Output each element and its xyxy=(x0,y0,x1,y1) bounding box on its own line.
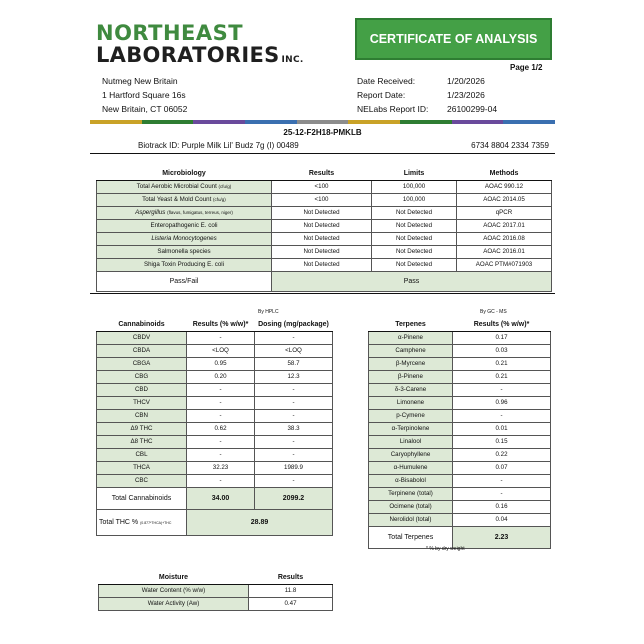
micro-result: <100 xyxy=(272,180,372,193)
moisture-header-results: Results xyxy=(249,571,333,584)
terpene-name: p-Cymene xyxy=(369,409,453,422)
client-address-line2: New Britain, CT 06052 xyxy=(102,104,188,114)
cannabinoid-result: - xyxy=(187,383,255,396)
terpene-name: α-Bisabolol xyxy=(369,474,453,487)
cannabinoid-name: CBL xyxy=(97,448,187,461)
moisture-table xyxy=(98,571,333,611)
pass-fail-label: Pass/Fail xyxy=(97,271,272,291)
total-cannabinoids-row xyxy=(97,487,333,509)
total-terpenes-value: 2.23 xyxy=(453,526,551,548)
table-row xyxy=(97,422,333,435)
micro-limit: Not Detected xyxy=(372,232,457,245)
terpene-name: β-Pinene xyxy=(369,370,453,383)
terpene-result: 0.03 xyxy=(453,344,551,357)
section-divider xyxy=(90,293,555,294)
table-row xyxy=(369,331,551,344)
moisture-header-name: Moisture xyxy=(99,571,249,584)
cannabinoid-name: CBGA xyxy=(97,357,187,370)
micro-result: Not Detected xyxy=(272,232,372,245)
table-row xyxy=(369,396,551,409)
terpene-result: - xyxy=(453,383,551,396)
micro-analyte xyxy=(97,206,272,219)
micro-method: AOAC 2016.08 xyxy=(457,232,552,245)
terpene-result: 0.17 xyxy=(453,331,551,344)
biotrack-row xyxy=(90,140,555,154)
cannabinoid-name: THCA xyxy=(97,461,187,474)
terpene-name: Nerolidol (total) xyxy=(369,513,453,526)
report-meta xyxy=(357,74,497,116)
micro-analyte: Listeria Monocytogenes xyxy=(97,232,272,245)
table-row xyxy=(97,474,333,487)
analyte-unit: (cfu/g) xyxy=(218,184,232,189)
cannabinoid-result: 0.95 xyxy=(187,357,255,370)
micro-limit: Not Detected xyxy=(372,258,457,271)
micro-result: Not Detected xyxy=(272,219,372,232)
cannabinoid-name: CBG xyxy=(97,370,187,383)
cannabinoid-dose: - xyxy=(255,409,333,422)
total-thc-label: Total THC % xyxy=(99,518,139,526)
table-row xyxy=(369,435,551,448)
table-row xyxy=(369,357,551,370)
terpene-name: Caryophyllene xyxy=(369,448,453,461)
color-band-segment xyxy=(142,120,194,124)
cannabinoid-dose: - xyxy=(255,331,333,344)
table-row xyxy=(369,383,551,396)
analyte-unit: (flavus, fumigatus, terreus, niger) xyxy=(167,210,233,215)
color-band-segment xyxy=(245,120,297,124)
table-row xyxy=(97,232,552,245)
micro-limit: 100,000 xyxy=(372,180,457,193)
page-number: Page 1/2 xyxy=(510,63,543,72)
cannabinoid-result: - xyxy=(187,331,255,344)
cannabinoid-result: 0.62 xyxy=(187,422,255,435)
table-row xyxy=(97,396,333,409)
document-title: CERTIFICATE OF ANALYSIS xyxy=(355,18,552,60)
color-band-segment xyxy=(193,120,245,124)
table-row xyxy=(97,331,333,344)
moisture-result: 11.8 xyxy=(249,584,333,597)
analyte-name: Aspergillus xyxy=(135,209,166,216)
micro-header-limits: Limits xyxy=(372,167,457,180)
cannabinoids-table xyxy=(96,318,333,536)
report-id-label: NELabs Report ID: xyxy=(357,104,429,114)
pass-fail-row xyxy=(97,271,552,291)
biotrack-code: 6734 8804 2334 7359 xyxy=(471,141,549,150)
micro-analyte: Salmonella species xyxy=(97,245,272,258)
micro-limit: 100,000 xyxy=(372,193,457,206)
cannabinoid-name: CBD xyxy=(97,383,187,396)
cannabinoid-name: THCV xyxy=(97,396,187,409)
color-band xyxy=(90,120,555,124)
client-address-line1: 1 Hartford Square 16s xyxy=(102,90,186,100)
lab-logo xyxy=(96,22,304,71)
cannabinoid-dose: 38.3 xyxy=(255,422,333,435)
table-row xyxy=(97,180,552,193)
analyte-unit: (cfu/g) xyxy=(213,197,226,202)
cannabinoid-name: Δ8 THC xyxy=(97,435,187,448)
micro-result: Not Detected xyxy=(272,258,372,271)
terpene-result: 0.96 xyxy=(453,396,551,409)
biotrack-id: Biotrack ID: Purple Milk Lil' Budz 7g (I) 00489 xyxy=(138,141,299,150)
micro-method: AOAC PTM#071903 xyxy=(457,258,552,271)
table-row xyxy=(369,487,551,500)
micro-header-name: Microbiology xyxy=(97,167,272,180)
cannabinoid-dose: - xyxy=(255,435,333,448)
micro-limit: Not Detected xyxy=(372,219,457,232)
micro-analyte xyxy=(97,180,272,193)
total-cannabinoids-label: Total Cannabinoids xyxy=(97,487,187,509)
logo-line2-text: LABORATORIES xyxy=(96,43,280,67)
terpene-name: α-Humulene xyxy=(369,461,453,474)
cannabinoid-result: - xyxy=(187,448,255,461)
total-terpenes-row xyxy=(369,526,551,548)
table-row xyxy=(97,245,552,258)
terpene-result: 0.22 xyxy=(453,448,551,461)
terp-header-results: Results (% w/w)* xyxy=(453,318,551,331)
cannabinoid-result: - xyxy=(187,435,255,448)
micro-method: AOAC 990.12 xyxy=(457,180,552,193)
cannabinoid-dose: <LOQ xyxy=(255,344,333,357)
moisture-result: 0.47 xyxy=(249,597,333,610)
logo-suffix: INC. xyxy=(281,55,304,65)
table-row xyxy=(97,409,333,422)
table-row xyxy=(369,344,551,357)
micro-method: AOAC 2014.05 xyxy=(457,193,552,206)
micro-result: Not Detected xyxy=(272,206,372,219)
logo-line2 xyxy=(96,44,304,71)
terpene-name: Ocimene (total) xyxy=(369,500,453,513)
canna-header-dose: Dosing (mg/package) xyxy=(255,318,333,331)
terpene-result: - xyxy=(453,487,551,500)
micro-method: AOAC 2016.01 xyxy=(457,245,552,258)
report-date-value: 1/23/2026 xyxy=(447,90,485,100)
client-address xyxy=(102,74,187,116)
color-band-segment xyxy=(503,120,555,124)
report-id-value: 26100299-04 xyxy=(447,104,498,114)
terpene-result: - xyxy=(453,474,551,487)
table-row xyxy=(369,500,551,513)
color-band-segment xyxy=(348,120,400,124)
cannabinoid-result: - xyxy=(187,409,255,422)
terpene-name: δ-3-Carene xyxy=(369,383,453,396)
dry-weight-footnote: * % by dry weight xyxy=(426,546,465,552)
microbiology-table xyxy=(96,167,552,292)
terpene-result: 0.21 xyxy=(453,370,551,383)
cannabinoid-dose: 1989.9 xyxy=(255,461,333,474)
canna-header-results: Results (% w/w)* xyxy=(187,318,255,331)
micro-analyte xyxy=(97,193,272,206)
cannabinoid-name: Δ9 THC xyxy=(97,422,187,435)
pass-fail-value: Pass xyxy=(272,271,552,291)
terpene-result: - xyxy=(453,409,551,422)
sample-id: 25-12-F2H18-PMKLB xyxy=(283,128,362,137)
table-row xyxy=(97,357,333,370)
total-terpenes-label: Total Terpenes xyxy=(369,526,453,548)
micro-analyte: Shiga Toxin Producing E. coli xyxy=(97,258,272,271)
table-row xyxy=(97,193,552,206)
cannabinoid-name: CBC xyxy=(97,474,187,487)
table-row xyxy=(99,584,333,597)
cannabinoid-result: - xyxy=(187,474,255,487)
table-row xyxy=(369,370,551,383)
canna-header-name: Cannabinoids xyxy=(97,318,187,331)
micro-result: <100 xyxy=(272,193,372,206)
terpene-name: Terpinene (total) xyxy=(369,487,453,500)
table-row xyxy=(97,461,333,474)
cannabinoid-dose: - xyxy=(255,448,333,461)
micro-header-methods: Methods xyxy=(457,167,552,180)
terpene-name: β-Myrcene xyxy=(369,357,453,370)
cannabinoid-dose: - xyxy=(255,474,333,487)
table-row xyxy=(369,474,551,487)
table-row xyxy=(97,435,333,448)
micro-analyte: Enteropathogenic E. coli xyxy=(97,219,272,232)
table-row xyxy=(97,206,552,219)
table-row xyxy=(369,422,551,435)
total-thc-row xyxy=(97,509,333,535)
client-name: Nutmeg New Britain xyxy=(102,76,178,86)
terp-header-name: Terpenes xyxy=(369,318,453,331)
cannabinoid-result: 0.20 xyxy=(187,370,255,383)
color-band-segment xyxy=(400,120,452,124)
table-row xyxy=(369,448,551,461)
gcms-note: By GC - MS xyxy=(480,309,507,315)
table-row xyxy=(369,461,551,474)
color-band-segment xyxy=(297,120,349,124)
color-band-segment xyxy=(452,120,504,124)
terpene-result: 0.01 xyxy=(453,422,551,435)
micro-limit: Not Detected xyxy=(372,245,457,258)
total-thc-formula: (0.877*THCA)+THC xyxy=(140,520,172,525)
cannabinoid-name: CBDV xyxy=(97,331,187,344)
terpene-name: Limonene xyxy=(369,396,453,409)
cannabinoid-dose: - xyxy=(255,383,333,396)
cannabinoid-dose: - xyxy=(255,396,333,409)
cannabinoid-result: - xyxy=(187,396,255,409)
table-row xyxy=(369,513,551,526)
table-row xyxy=(97,258,552,271)
total-cannabinoids-result: 34.00 xyxy=(187,487,255,509)
terpene-name: α-Pinene xyxy=(369,331,453,344)
terpene-result: 0.21 xyxy=(453,357,551,370)
cannabinoid-name: CBDA xyxy=(97,344,187,357)
total-thc-value: 28.89 xyxy=(187,509,333,535)
terpene-result: 0.16 xyxy=(453,500,551,513)
table-row xyxy=(97,370,333,383)
moisture-analyte: Water Content (% w/w) xyxy=(99,584,249,597)
cannabinoid-dose: 12.3 xyxy=(255,370,333,383)
cannabinoid-result: <LOQ xyxy=(187,344,255,357)
date-received-value: 1/20/2026 xyxy=(447,76,485,86)
total-cannabinoids-dose: 2099.2 xyxy=(255,487,333,509)
terpene-result: 0.04 xyxy=(453,513,551,526)
analyte-name: Total Yeast & Mold Count xyxy=(142,196,212,203)
micro-method: AOAC 2017.01 xyxy=(457,219,552,232)
moisture-analyte: Water Activity (Aw) xyxy=(99,597,249,610)
total-thc-label-cell xyxy=(97,509,187,535)
table-row xyxy=(99,597,333,610)
micro-header-results: Results xyxy=(272,167,372,180)
logo-line1: NORTHEAST xyxy=(96,21,244,45)
table-row xyxy=(369,409,551,422)
hplc-note: By HPLC xyxy=(258,309,279,315)
color-band-segment xyxy=(90,120,142,124)
terpene-name: Camphene xyxy=(369,344,453,357)
date-received-label: Date Received: xyxy=(357,76,416,86)
terpene-name: α-Terpinolene xyxy=(369,422,453,435)
terpenes-table xyxy=(368,318,551,549)
micro-method: qPCR xyxy=(457,206,552,219)
cannabinoid-result: 32.23 xyxy=(187,461,255,474)
analyte-name: Total Aerobic Microbial Count xyxy=(136,183,217,190)
cannabinoid-name: CBN xyxy=(97,409,187,422)
cannabinoid-dose: 58.7 xyxy=(255,357,333,370)
table-row xyxy=(97,219,552,232)
table-row xyxy=(97,383,333,396)
terpene-result: 0.15 xyxy=(453,435,551,448)
terpene-result: 0.07 xyxy=(453,461,551,474)
table-row xyxy=(97,344,333,357)
micro-limit: Not Detected xyxy=(372,206,457,219)
terpene-name: Linalool xyxy=(369,435,453,448)
report-date-label: Report Date: xyxy=(357,90,406,100)
table-row xyxy=(97,448,333,461)
micro-result: Not Detected xyxy=(272,245,372,258)
